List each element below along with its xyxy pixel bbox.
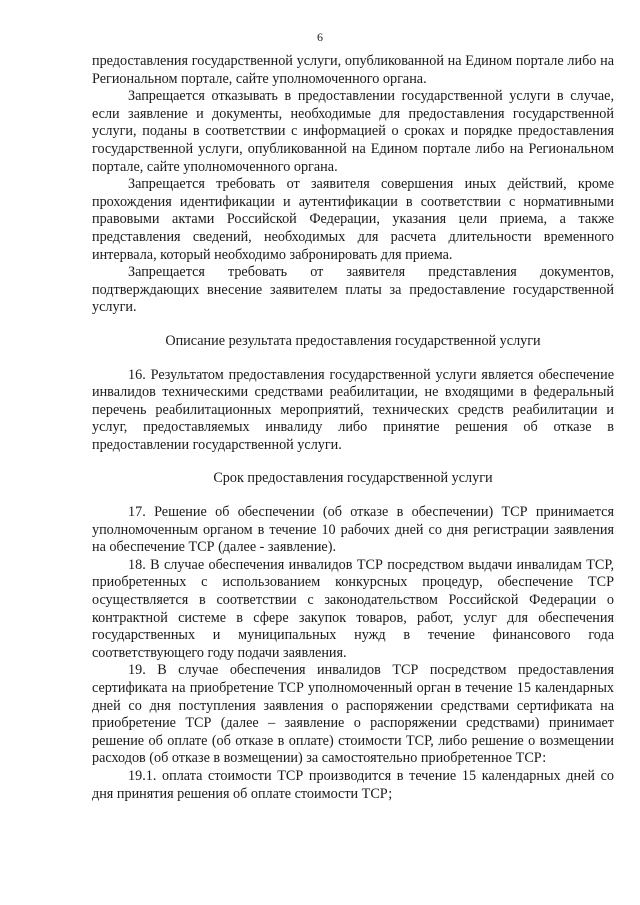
document-body: [92, 53, 614, 803]
paragraph-refusal-prohibition: Запрещается отказывать в предоставлении государственной услуги в случае, если заявление и документы, необходимые для предоставления государственной услуги, поданы в соответствии с информацией о сроках и порядке предоставления государственной услуги, опубликованной на Едином портале либо на Региональном портале, сайте уполномоченного органа.: [92, 88, 614, 175]
page-number: 6: [317, 30, 323, 44]
section-heading-result: Описание результата предоставления государственной услуги: [165, 332, 541, 349]
paragraph-payment-documents: Запрещается требовать от заявителя представления документов, подтверждающих внесение заявителем платы за предоставление государственной услуги.: [92, 264, 614, 316]
paragraph-17: 17. Решение об обеспечении (об отказе в обеспечении) ТСР принимается уполномоченным органом в течение 10 рабочих дней со дня регистрации заявления на обеспечение ТСР (далее - заявление).: [92, 504, 614, 556]
paragraph-continuation: предоставления государственной услуги, опубликованной на Едином портале либо на Региональном портале, сайте уполномоченного органа.: [92, 53, 614, 87]
paragraph-18: 18. В случае обеспечения инвалидов ТСР посредством выдачи инвалидам ТСР, приобретенных с использованием конкурсных процедур, обеспечение ТСР осуществляется в соответствии с законодательством Российской Федерации о контрактной системе в сфере закупок товаров, работ, услуг для обеспечения государственных и муниципальных нужд в течение финансового года соответствующего году подачи заявления.: [92, 556, 614, 661]
paragraph-actions-prohibition: Запрещается требовать от заявителя совершения иных действий, кроме прохождения идентификации и аутентификации в соответствии с нормативными правовыми актами Российской Федерации, указания цели приема, а также представления сведений, необходимых для расчета длительности временного интервала, который необходимо забронировать для приема.: [92, 176, 614, 263]
paragraph-19: 19. В случае обеспечения инвалидов ТСР посредством предоставления сертификата на приобретение ТСР уполномоченный орган в течение 15 календарных дней со дня поступления заявления о распоряжении средствами сертификата на приобретение ТСР (далее – заявление о распоряжении средствами) принимает решение об оплате (об отказе в оплате) стоимости ТСР, либо решение о возмещении расходов (об отказе в возмещении) за самостоятельно приобретенное ТСР:: [92, 662, 614, 767]
section-heading-term: Срок предоставления государственной услуги: [213, 470, 493, 487]
paragraph-19-1: 19.1. оплата стоимости ТСР производится в течение 15 календарных дней со дня принятия решения об оплате стоимости ТСР;: [92, 767, 614, 802]
paragraph-16: 16. Результатом предоставления государственной услуги является обеспечение инвалидов техническими средствами реабилитации, не входящими в федеральный перечень реабилитационных мероприятий, технических средств реабилитации и услуг, предоставляемых инвалиду либо принятие решения об отказе в предоставлении государственной услуги.: [92, 366, 614, 453]
